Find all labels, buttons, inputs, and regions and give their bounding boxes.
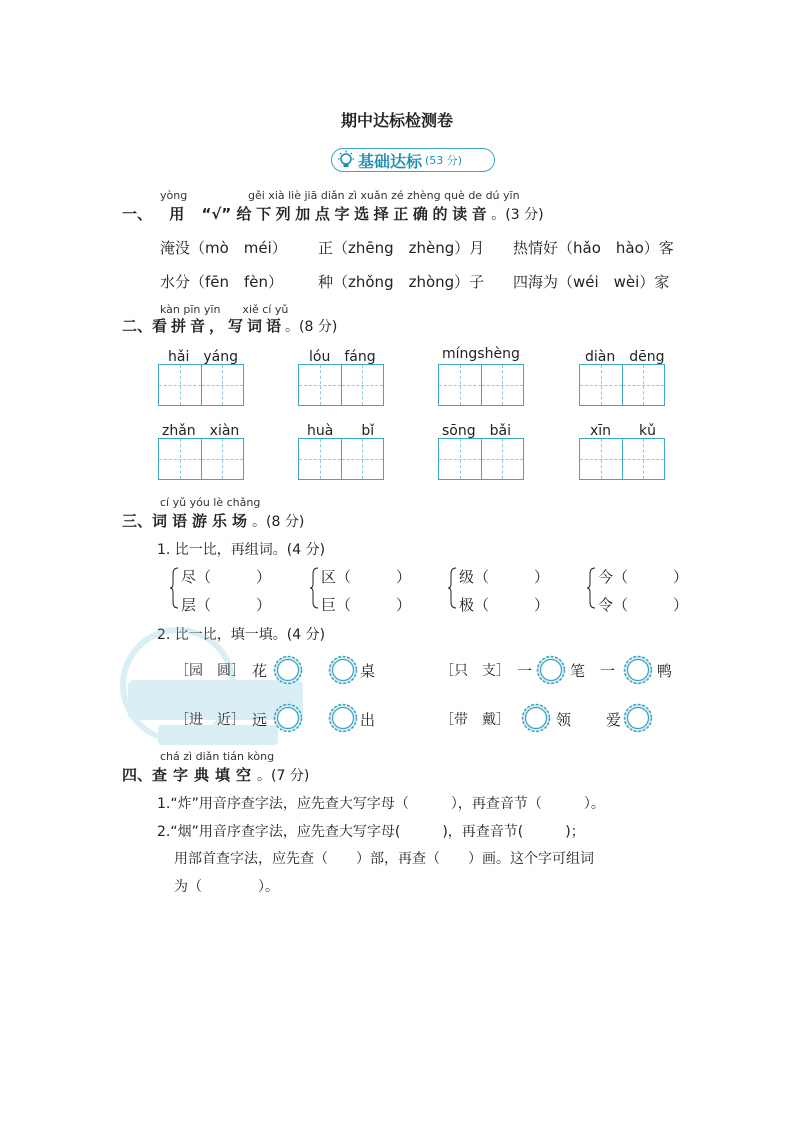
q4-line1: 1.“炸”用音序查字法，应先查大写字母（ ），再查音节（ ）。 [157,796,605,812]
q3-fill3-a: 远 [252,711,268,729]
q4-line2: 2.“烟”用音序查字法，应先查大写字母( )，再查音节( )； [157,824,585,840]
q3-score: 。(8 分) [252,514,305,530]
q1-pinyin-2: gěi xià liè jiā diǎn zì xuǎn zé zhèng què de dú yīn [248,189,520,202]
brace [170,566,180,610]
q2-py-1: hǎi yáng [168,349,238,365]
writing-grid[interactable] [298,438,384,480]
q4-line3: 用部首查字法，应先查（ ）部，再查（ ）画。这个字可组词 [174,851,594,867]
q1-stem-b: “√” [201,205,232,223]
q3-sub1: 1. 比一比，再组词。(4 分) [157,542,326,558]
q1-number: 一、 [122,205,153,223]
q1-pinyin-1: yòng [160,189,188,202]
q2-py-8: xīn kǔ [590,423,657,439]
q4-number: 四、 [122,766,153,784]
q3-pair3-b: 极（ ） [459,596,550,614]
writing-grid[interactable] [438,364,524,406]
q3-fill3-b: 出 [360,711,376,729]
q3-pair3-a: 级（ ） [459,568,550,586]
lightbulb-icon [336,150,356,170]
q3-fill1-b: 桌 [360,662,376,680]
q3-fill1-options: ［园 圆］ [175,663,245,679]
watermark-logo [118,625,308,755]
q3-fill2-mid: 笔 一 [570,662,616,680]
brace [448,566,458,610]
q4-pinyin: chá zì diǎn tián kòng [160,750,275,763]
q1-row2-a: 水分（fēn fèn） [160,273,284,291]
flower-answer-box[interactable] [521,703,551,733]
flower-answer-box[interactable] [328,703,358,733]
q3-fill2-b: 鸭 [657,662,673,680]
q4-line4: 为（ ）。 [174,879,279,895]
q3-heading [122,510,304,531]
writing-grid[interactable] [579,364,665,406]
flower-answer-box[interactable] [328,655,358,685]
q2-pinyin: kàn pīn yīn xiě cí yǔ [160,303,289,316]
q3-fill2-options: ［只 支］ [440,663,510,679]
q3-fill1-a: 花 [252,662,268,680]
q1-row1-c: 热情好（hǎo hào）客 [513,239,674,257]
q3-sub2: 2. 比一比，填一填。(4 分) [157,627,326,643]
q3-fill4-mid: 领 [556,711,572,729]
brace [310,566,320,610]
q2-py-5: zhǎn xiàn [162,423,240,439]
q3-number: 三、 [122,512,153,530]
banner-label: 基础达标 [358,151,423,171]
q4-stem: 查字典填空 [152,766,258,784]
q3-fill3-options: ［进 近］ [175,712,245,728]
q1-stem-c: 给下列加点字选择正确的读音 [236,205,492,223]
flower-answer-box[interactable] [273,655,303,685]
q1-score: 。(3 分) [491,207,544,223]
flower-answer-box[interactable] [273,703,303,733]
flower-answer-box[interactable] [623,655,653,685]
q3-pinyin: cí yǔ yóu lè chǎng [160,496,261,509]
q1-heading [122,203,544,224]
brace [587,566,597,610]
q2-py-4: diàn dēng [585,349,665,365]
q3-fill2-a: 一 [517,662,533,680]
flower-answer-box[interactable] [536,655,566,685]
q3-stem: 词语游乐场 [152,512,253,530]
q2-number: 二、 [122,317,153,335]
q1-row2-c: 四海为（wéi wèi）家 [513,273,670,291]
q2-score: 。(8 分) [285,319,338,335]
writing-grid[interactable] [158,438,244,480]
q4-score: 。(7 分) [257,768,310,784]
q2-stem: 看拼音，写词语 [152,317,286,335]
q3-pair2-a: 区（ ） [321,568,412,586]
q1-stem-a: 用 [169,205,185,223]
q2-py-3: míngshèng [442,346,520,362]
q1-row1-a: 淹没（mò méi） [160,239,287,257]
q1-row1-b: 正（zhēng zhèng）月 [318,239,485,257]
q3-pair2-b: 巨（ ） [321,596,412,614]
q2-py-6: huà bǐ [307,423,375,439]
q3-pair4-b: 令（ ） [598,596,689,614]
q2-py-2: lóu fáng [309,349,376,365]
q2-heading [122,315,337,336]
q3-pair1-a: 尽（ ） [181,568,272,586]
q4-heading [122,764,309,785]
q3-fill4-b: 爱 [606,711,622,729]
section-banner [331,148,495,172]
flower-answer-box[interactable] [623,703,653,733]
page-title: 期中达标检测卷 [340,111,453,130]
q3-pair1-b: 层（ ） [181,596,272,614]
q1-row2-b: 种（zhǒng zhòng）子 [318,273,485,291]
q3-fill4-options: ［带 戴］ [440,712,510,728]
q3-pair4-a: 今（ ） [598,568,689,586]
writing-grid[interactable] [579,438,665,480]
q2-py-7: sōng bǎi [442,423,511,439]
writing-grid[interactable] [298,364,384,406]
banner-score: (53 分) [425,154,463,167]
writing-grid[interactable] [438,438,524,480]
writing-grid[interactable] [158,364,244,406]
